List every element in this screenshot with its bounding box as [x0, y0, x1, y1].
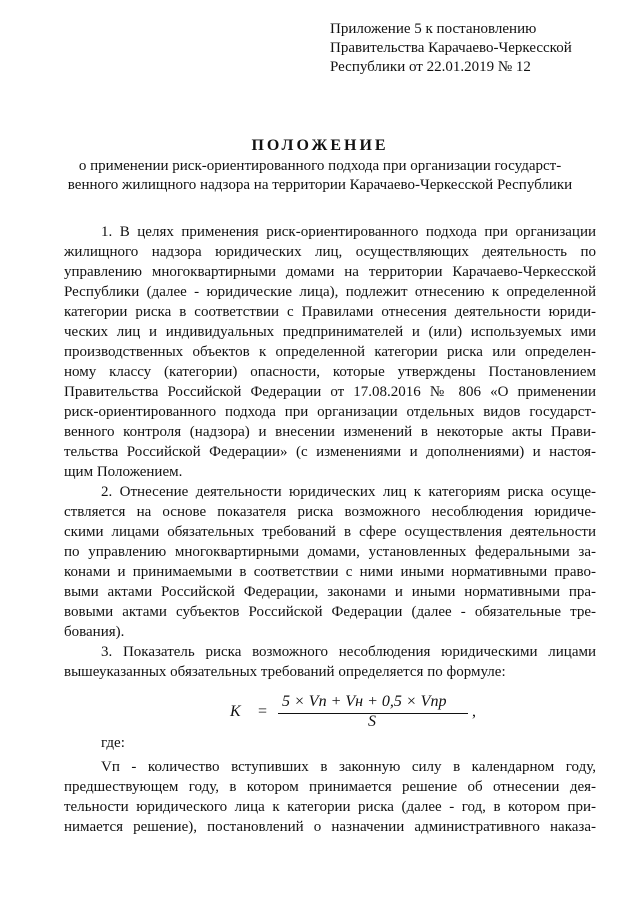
- text-line: предшествующем году, в котором принимается решение об отнесении дея-: [64, 779, 596, 795]
- text-line: щим Положением.: [64, 464, 183, 480]
- text-line: вовыми актами субъектов Российской Федерации (далее - обязательные тре-: [64, 604, 596, 620]
- appendix-line: Республики от 22.01.2019 № 12: [330, 59, 531, 75]
- text-line: 2. Отнесение деятельности юридических лиц к категориям риска осуще-: [101, 484, 596, 500]
- text-line: вышеуказанных обязательных требований определяется по формуле:: [64, 664, 506, 680]
- text-line: нимается решение), постановлений о назначении административного наказа-: [64, 819, 596, 835]
- text-line: выми актами Российской Федерации, законами и иными нормативными пра-: [64, 584, 596, 600]
- formula-comma: ,: [472, 703, 476, 720]
- text-line: ствляется на основе показателя риска возможного несоблюдения юридиче-: [64, 504, 596, 520]
- where-label: где:: [101, 735, 125, 751]
- appendix-line: Правительства Карачаево-Черкесской: [330, 40, 572, 56]
- formula-equals: =: [258, 703, 268, 720]
- text-line: ческих лиц и индивидуальных предпринимателей и (или) используемых ими: [64, 324, 596, 340]
- body-paragraphs: [64, 222, 596, 682]
- text-line: жилищного надзора юридических лиц, осуществляющих деятельность по: [64, 244, 596, 260]
- formula-denominator: S: [368, 713, 376, 730]
- text-line: риск-ориентированного подхода при организации отдельных видов государст-: [64, 404, 596, 420]
- subtitle-line: о применении риск-ориентированного подхода при организации государст-: [78, 158, 562, 174]
- text-line: тельства Российской Федерации» (с изменениями и дополнениями) и настоя-: [64, 444, 596, 460]
- text-line: по управлению многоквартирными домами, установленных федеральными за-: [64, 544, 596, 560]
- text-line: производственных объектов к определенной категории риска или определен-: [64, 344, 596, 360]
- text-line: 1. В целях применения риск-ориентированного подхода при организации: [101, 224, 596, 240]
- text-line: ному классу (категории) опасности, которые утверждены Постановлением: [64, 364, 596, 380]
- text-line: бования).: [64, 624, 125, 640]
- text-line: категории риска в соответствии с Правилами отнесения деятельности юриди-: [64, 304, 596, 320]
- subtitle-line: венного жилищного надзора на территории Карачаево-Черкесской Республики: [67, 177, 573, 193]
- formula-lhs: K: [230, 703, 241, 720]
- appendix-line: Приложение 5 к постановлению: [330, 21, 537, 37]
- text-line: управлению многоквартирными домами на территории Карачаево-Черкесской: [64, 264, 596, 280]
- document-title: ПОЛОЖЕНИЕ: [251, 137, 389, 154]
- text-line: скими лицами обязательных требований в сфере осуществления деятельности: [64, 524, 596, 540]
- document-subtitle: [0, 157, 640, 195]
- text-line: Республики (далее - юридические лица), подлежит отнесению к определенной: [64, 284, 596, 300]
- text-line: венного контроля (надзора) и внесении изменений в некоторые акты Прави-: [64, 424, 596, 440]
- text-line: конами и принимаемыми в соответствии с ними иными нормативными право-: [64, 564, 596, 580]
- text-line: тельности юридического лица к категории риска (далее - год, в котором при-: [64, 799, 596, 815]
- text-line: Vп - количество вступивших в законную силу в календарном году,: [101, 759, 596, 775]
- risk-formula: [230, 693, 530, 733]
- definitions: [64, 757, 596, 837]
- formula-numerator: 5 × Vп + Vн + 0,5 × Vпр: [282, 693, 447, 710]
- appendix-note: [330, 20, 572, 77]
- text-line: 3. Показатель риска возможного несоблюдения юридическими лицами: [101, 644, 596, 660]
- text-line: Правительства Российской Федерации от 17.08.2016 № 806 «О применении: [64, 384, 596, 400]
